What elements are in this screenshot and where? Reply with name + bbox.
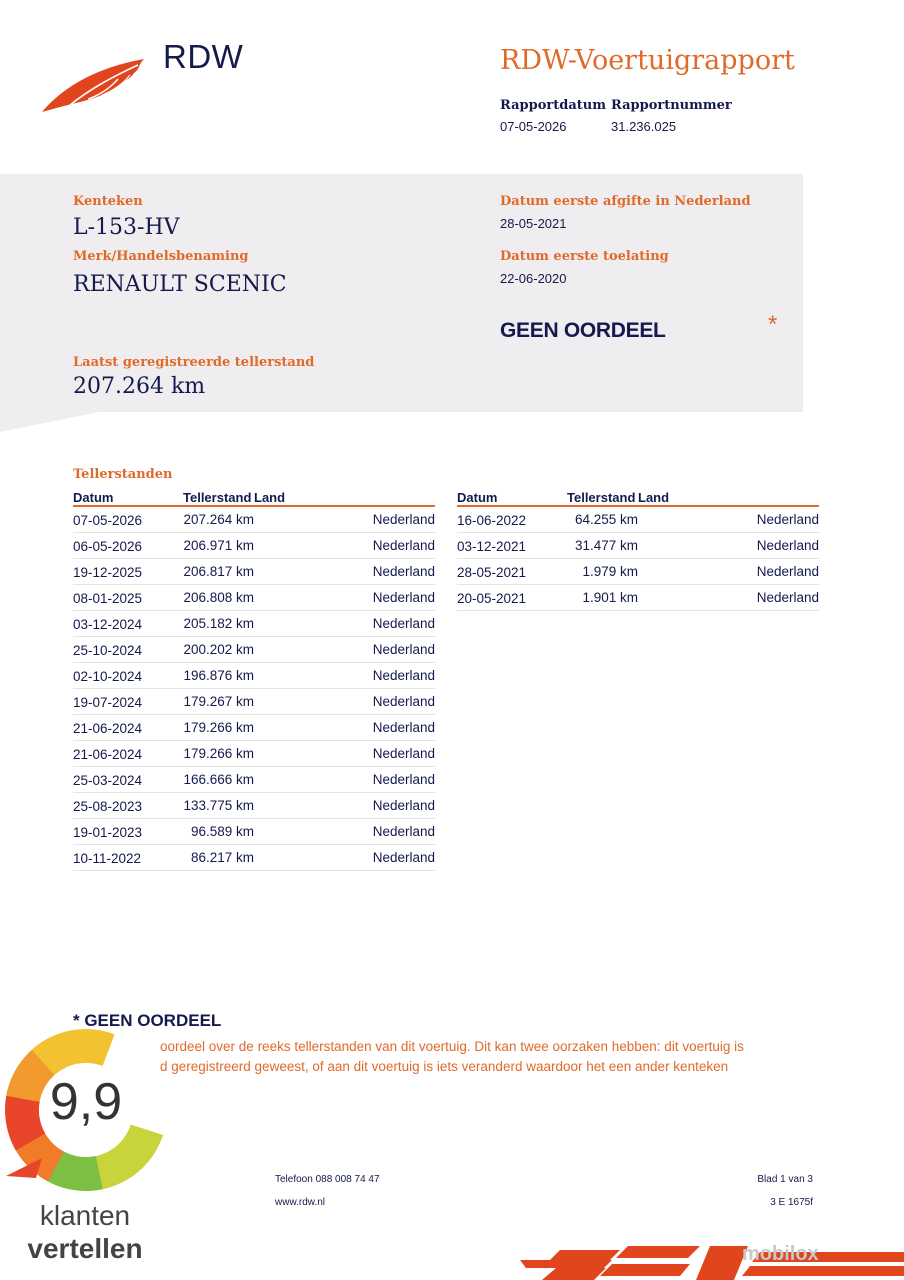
table-row <box>73 663 435 689</box>
verdict-asterisk: * <box>768 311 778 338</box>
cell-reading: 1.979 km <box>567 559 638 585</box>
cell-date: 25-10-2024 <box>73 637 183 663</box>
brand-label: Merk/Handelsbenaming <box>73 249 249 264</box>
cell-reading: 206.971 km <box>183 533 254 559</box>
table-row <box>73 715 435 741</box>
cell-date: 19-07-2024 <box>73 689 183 715</box>
cell-date: 03-12-2021 <box>457 533 567 559</box>
cell-country: Nederland <box>254 767 435 793</box>
report-title: RDW-Voertuigrapport <box>500 45 795 76</box>
cell-date: 21-06-2024 <box>73 741 183 767</box>
readings-section-title: Tellerstanden <box>73 467 173 482</box>
cell-country: Nederland <box>638 585 819 611</box>
cell-date: 03-12-2024 <box>73 611 183 637</box>
plate-value: L-153-HV <box>73 215 180 240</box>
readings-table-right <box>457 489 819 611</box>
cell-country: Nederland <box>638 533 819 559</box>
plate-label: Kenteken <box>73 194 143 209</box>
cell-country: Nederland <box>638 506 819 533</box>
cell-reading: 86.217 km <box>183 845 254 871</box>
cell-date: 06-05-2026 <box>73 533 183 559</box>
footnote-line-1: oordeel over de reeks tellerstanden van dit voertuig. Dit kan twee oorzaken hebben: dit voertuig is <box>160 1039 744 1054</box>
first-admission-value: 22-06-2020 <box>500 271 567 286</box>
report-date-label: Rapportdatum <box>500 98 606 113</box>
table-row <box>73 767 435 793</box>
cell-date: 08-01-2025 <box>73 585 183 611</box>
table-row <box>73 819 435 845</box>
table-row <box>73 741 435 767</box>
table-row <box>73 793 435 819</box>
first-issue-nl-value: 28-05-2021 <box>500 216 567 231</box>
column-header-country: Land <box>254 489 435 506</box>
column-header-country: Land <box>638 489 819 506</box>
cell-date: 16-06-2022 <box>457 506 567 533</box>
table-row <box>457 506 819 533</box>
cell-date: 28-05-2021 <box>457 559 567 585</box>
first-admission-label: Datum eerste toelating <box>500 249 669 264</box>
cell-reading: 96.589 km <box>183 819 254 845</box>
column-header-date: Datum <box>73 489 183 506</box>
cell-reading: 179.266 km <box>183 715 254 741</box>
cell-reading: 200.202 km <box>183 637 254 663</box>
cell-country: Nederland <box>638 559 819 585</box>
cell-reading: 64.255 km <box>567 506 638 533</box>
cell-date: 25-08-2023 <box>73 793 183 819</box>
cell-country: Nederland <box>254 819 435 845</box>
footer-website[interactable]: www.rdw.nl <box>275 1197 326 1208</box>
footer-phone: Telefoon 088 008 74 47 <box>275 1174 380 1185</box>
table-row <box>73 611 435 637</box>
cell-country: Nederland <box>254 689 435 715</box>
cell-reading: 207.264 km <box>183 506 254 533</box>
report-number-value: 31.236.025 <box>611 119 677 134</box>
speed-stripes-decoration <box>520 1242 904 1280</box>
cell-country: Nederland <box>254 533 435 559</box>
rating-label-line-1: klanten <box>39 1200 131 1231</box>
rdw-logo-icon <box>40 55 148 115</box>
rdw-logo-text: RDW <box>163 38 244 75</box>
verdict-text: GEEN OORDEEL <box>500 319 666 342</box>
cell-country: Nederland <box>254 715 435 741</box>
table-row <box>73 585 435 611</box>
cell-reading: 205.182 km <box>183 611 254 637</box>
watermark-text: mobilox <box>742 1243 819 1265</box>
cell-country: Nederland <box>254 559 435 585</box>
cell-date: 21-06-2024 <box>73 715 183 741</box>
cell-country: Nederland <box>254 663 435 689</box>
cell-reading: 31.477 km <box>567 533 638 559</box>
cell-reading: 133.775 km <box>183 793 254 819</box>
cell-reading: 1.901 km <box>567 585 638 611</box>
footnote-title: * GEEN OORDEEL <box>73 1011 222 1030</box>
first-issue-nl-label: Datum eerste afgifte in Nederland <box>500 194 751 209</box>
cell-date: 02-10-2024 <box>73 663 183 689</box>
cell-reading: 206.808 km <box>183 585 254 611</box>
odometer-value: 207.264 km <box>73 374 206 399</box>
footnote-line-2: d geregistreerd geweest, of aan dit voertuig is iets veranderd waardoor het een ander kenteken <box>160 1059 729 1074</box>
table-row <box>73 506 435 533</box>
cell-date: 19-12-2025 <box>73 559 183 585</box>
brand-value: RENAULT SCENIC <box>73 272 287 297</box>
cell-country: Nederland <box>254 611 435 637</box>
odometer-label: Laatst geregistreerde tellerstand <box>73 355 315 370</box>
footer-code: 3 E 1675f <box>770 1197 813 1208</box>
column-header-reading: Tellerstand <box>183 489 254 506</box>
table-row <box>73 845 435 871</box>
table-row <box>73 689 435 715</box>
cell-reading: 166.666 km <box>183 767 254 793</box>
cell-country: Nederland <box>254 741 435 767</box>
table-row <box>457 533 819 559</box>
cell-reading: 196.876 km <box>183 663 254 689</box>
column-header-date: Datum <box>457 489 567 506</box>
table-row <box>457 585 819 611</box>
panel-tail-decoration <box>0 411 104 432</box>
cell-date: 07-05-2026 <box>73 506 183 533</box>
rating-label-line-2: vertellen <box>27 1233 143 1264</box>
cell-reading: 179.266 km <box>183 741 254 767</box>
cell-country: Nederland <box>254 506 435 533</box>
readings-table-left <box>73 489 435 871</box>
cell-country: Nederland <box>254 585 435 611</box>
rating-score: 9,9 <box>49 1073 123 1131</box>
cell-reading: 206.817 km <box>183 559 254 585</box>
footer-page-number: Blad 1 van 3 <box>757 1174 813 1185</box>
cell-reading: 179.267 km <box>183 689 254 715</box>
report-date-value: 07-05-2026 <box>500 119 567 134</box>
cell-date: 10-11-2022 <box>73 845 183 871</box>
cell-country: Nederland <box>254 793 435 819</box>
report-number-label: Rapportnummer <box>611 98 732 113</box>
table-row <box>73 637 435 663</box>
cell-date: 20-05-2021 <box>457 585 567 611</box>
cell-date: 19-01-2023 <box>73 819 183 845</box>
cell-country: Nederland <box>254 845 435 871</box>
table-row <box>73 533 435 559</box>
table-row <box>73 559 435 585</box>
cell-date: 25-03-2024 <box>73 767 183 793</box>
column-header-reading: Tellerstand <box>567 489 638 506</box>
table-row <box>457 559 819 585</box>
cell-country: Nederland <box>254 637 435 663</box>
